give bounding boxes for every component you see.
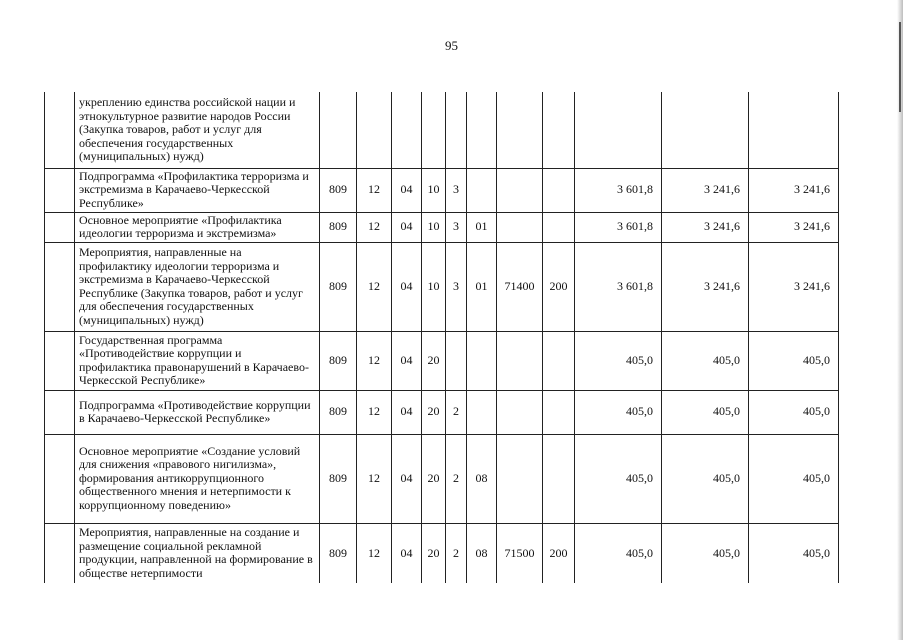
subsection-code-cell: 04	[392, 390, 422, 434]
direction-code-cell	[497, 331, 543, 390]
subprogram-code-cell: 2	[446, 523, 467, 583]
amount-year-2-cell: 3 241,6	[662, 242, 749, 331]
ministry-code-cell: 809	[320, 390, 357, 434]
program-code-cell: 20	[422, 434, 446, 523]
amount-year-3-cell: 405,0	[749, 523, 839, 583]
amount-year-3-cell: 3 241,6	[749, 242, 839, 331]
row-name-cell: Основное мероприятие «Профилактика идеологии терроризма и экстремизма»	[75, 212, 320, 242]
subprogram-code-cell	[446, 331, 467, 390]
expense-type-cell	[543, 212, 575, 242]
direction-code-cell	[497, 168, 543, 212]
subprogram-code-cell: 2	[446, 390, 467, 434]
row-name-cell: укреплению единства российской нации и этнокультурное развитие народов России (Закупка товаров, работ и услуг для обеспечения государственных (муниципальных) нужд)	[75, 92, 320, 168]
ministry-code-cell	[320, 92, 357, 168]
subprogram-code-cell: 3	[446, 168, 467, 212]
amount-year-2-cell: 405,0	[662, 331, 749, 390]
expense-type-cell	[543, 434, 575, 523]
program-code-cell: 10	[422, 168, 446, 212]
section-code-cell: 12	[357, 390, 392, 434]
row-name-cell: Мероприятия, направленные на профилактику идеологии терроризма и экстремизма в Карачаево-Черкесской Республике (Закупка товаров, работ и услуг для обеспечения государственных (муниципальных) нужд)	[75, 242, 320, 331]
table-row	[45, 212, 839, 242]
section-code-cell	[357, 92, 392, 168]
amount-year-1-cell: 405,0	[575, 523, 662, 583]
direction-code-cell	[497, 390, 543, 434]
amount-year-3-cell: 3 241,6	[749, 168, 839, 212]
ministry-code-cell: 809	[320, 331, 357, 390]
amount-year-2-cell: 405,0	[662, 523, 749, 583]
section-code-cell: 12	[357, 242, 392, 331]
scan-mark	[899, 22, 901, 112]
row-number-cell	[45, 523, 75, 583]
section-code-cell: 12	[357, 212, 392, 242]
direction-code-cell	[497, 212, 543, 242]
direction-code-cell	[497, 92, 543, 168]
ministry-code-cell: 809	[320, 434, 357, 523]
expense-type-cell	[543, 92, 575, 168]
ministry-code-cell: 809	[320, 212, 357, 242]
direction-code-cell	[497, 434, 543, 523]
expense-type-cell	[543, 168, 575, 212]
amount-year-1-cell: 405,0	[575, 331, 662, 390]
section-code-cell: 12	[357, 168, 392, 212]
row-number-cell	[45, 331, 75, 390]
ministry-code-cell: 809	[320, 242, 357, 331]
subsection-code-cell	[392, 92, 422, 168]
amount-year-2-cell: 405,0	[662, 434, 749, 523]
subprogram-code-cell	[446, 92, 467, 168]
section-code-cell: 12	[357, 434, 392, 523]
amount-year-2-cell: 3 241,6	[662, 168, 749, 212]
budget-table	[44, 92, 839, 583]
row-number-cell	[45, 212, 75, 242]
subsection-code-cell: 04	[392, 331, 422, 390]
amount-year-2-cell	[662, 92, 749, 168]
program-code-cell	[422, 92, 446, 168]
table-row	[45, 434, 839, 523]
event-code-cell: 01	[467, 242, 497, 331]
section-code-cell: 12	[357, 331, 392, 390]
amount-year-1-cell: 3 601,8	[575, 168, 662, 212]
expense-type-cell: 200	[543, 242, 575, 331]
program-code-cell: 20	[422, 523, 446, 583]
subprogram-code-cell: 2	[446, 434, 467, 523]
amount-year-1-cell: 405,0	[575, 434, 662, 523]
event-code-cell: 08	[467, 523, 497, 583]
subsection-code-cell: 04	[392, 523, 422, 583]
amount-year-3-cell: 405,0	[749, 390, 839, 434]
event-code-cell	[467, 168, 497, 212]
row-name-cell: Подпрограмма «Профилактика терроризма и экстремизма в Карачаево-Черкесской Республике»	[75, 168, 320, 212]
event-code-cell	[467, 390, 497, 434]
row-number-cell	[45, 242, 75, 331]
program-code-cell: 10	[422, 212, 446, 242]
amount-year-1-cell: 3 601,8	[575, 212, 662, 242]
amount-year-2-cell: 3 241,6	[662, 212, 749, 242]
subsection-code-cell: 04	[392, 212, 422, 242]
program-code-cell: 10	[422, 242, 446, 331]
table-row	[45, 523, 839, 583]
program-code-cell: 20	[422, 390, 446, 434]
amount-year-2-cell: 405,0	[662, 390, 749, 434]
row-number-cell	[45, 168, 75, 212]
table-row	[45, 331, 839, 390]
table-row	[45, 168, 839, 212]
row-number-cell	[45, 92, 75, 168]
table-row	[45, 242, 839, 331]
ministry-code-cell: 809	[320, 168, 357, 212]
expense-type-cell	[543, 331, 575, 390]
event-code-cell	[467, 331, 497, 390]
row-name-cell: Подпрограмма «Противодействие коррупции в Карачаево-Черкесской Республике»	[75, 390, 320, 434]
row-number-cell	[45, 434, 75, 523]
event-code-cell: 08	[467, 434, 497, 523]
table-row	[45, 92, 839, 168]
amount-year-1-cell	[575, 92, 662, 168]
row-number-cell	[45, 390, 75, 434]
program-code-cell: 20	[422, 331, 446, 390]
subprogram-code-cell: 3	[446, 242, 467, 331]
amount-year-1-cell: 405,0	[575, 390, 662, 434]
expense-type-cell	[543, 390, 575, 434]
subsection-code-cell: 04	[392, 168, 422, 212]
row-name-cell: Государственная программа «Противодействие коррупции и профилактика правонарушений в Карачаево-Черкесской Республике»	[75, 331, 320, 390]
row-name-cell: Основное мероприятие «Создание условий для снижения «правового нигилизма», формирования антикоррупционного общественного мнения и нетерпимости к коррупционному поведению»	[75, 434, 320, 523]
expense-type-cell: 200	[543, 523, 575, 583]
section-code-cell: 12	[357, 523, 392, 583]
amount-year-3-cell: 405,0	[749, 331, 839, 390]
direction-code-cell: 71400	[497, 242, 543, 331]
page-number: 95	[445, 38, 458, 53]
amount-year-3-cell: 405,0	[749, 434, 839, 523]
subsection-code-cell: 04	[392, 434, 422, 523]
subsection-code-cell: 04	[392, 242, 422, 331]
subprogram-code-cell: 3	[446, 212, 467, 242]
direction-code-cell: 71500	[497, 523, 543, 583]
amount-year-1-cell: 3 601,8	[575, 242, 662, 331]
amount-year-3-cell	[749, 92, 839, 168]
row-name-cell: Мероприятия, направленные на создание и размещение социальной рекламной продукции, направленной на формирование в обществе нетерпимости	[75, 523, 320, 583]
event-code-cell	[467, 92, 497, 168]
table-body	[45, 92, 839, 583]
table-row	[45, 390, 839, 434]
ministry-code-cell: 809	[320, 523, 357, 583]
amount-year-3-cell: 3 241,6	[749, 212, 839, 242]
event-code-cell: 01	[467, 212, 497, 242]
